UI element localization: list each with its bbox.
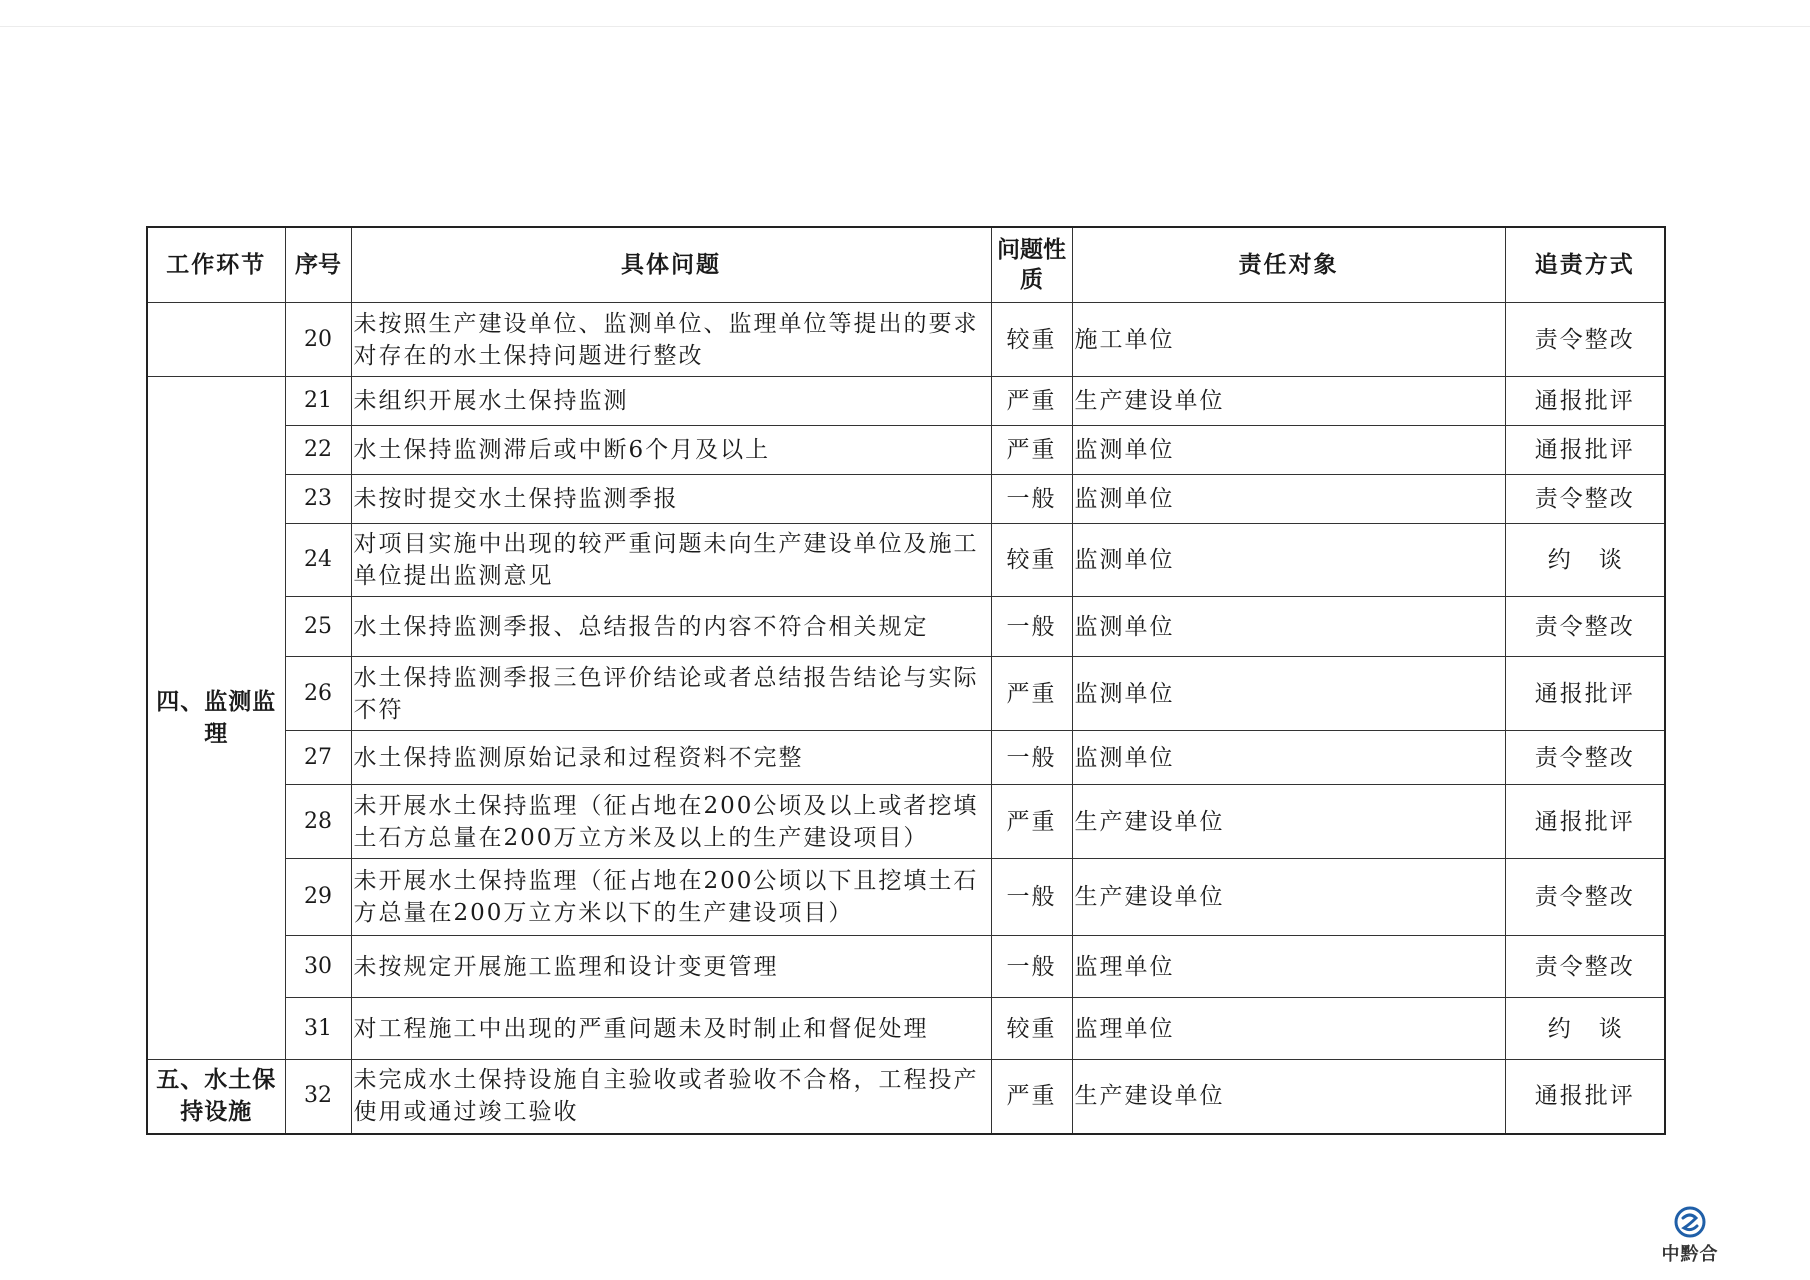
target-cell: 生产建设单位	[1072, 1060, 1505, 1134]
nature-cell: 严重	[991, 426, 1072, 475]
seq-cell: 30	[285, 936, 351, 998]
method-cell: 责令整改	[1505, 475, 1665, 524]
method-cell: 通报批评	[1505, 785, 1665, 859]
nature-cell: 较重	[991, 524, 1072, 597]
nature-cell: 较重	[991, 998, 1072, 1060]
table-row	[147, 998, 1665, 1060]
issue-cell: 水土保持监测季报三色评价结论或者总结报告结论与实际不符	[351, 657, 991, 731]
issue-cell: 未开展水土保持监理（征占地在200公顷及以上或者挖填土石方总量在200万立方米及以上的生产建设项目）	[351, 785, 991, 859]
target-cell: 监测单位	[1072, 524, 1505, 597]
table-row	[147, 1060, 1665, 1134]
seq-cell: 32	[285, 1060, 351, 1134]
nature-cell: 一般	[991, 597, 1072, 657]
header-seq: 序号	[285, 227, 351, 303]
stage-cell: 五、水土保持设施	[147, 1060, 285, 1134]
seq-cell: 22	[285, 426, 351, 475]
nature-cell: 较重	[991, 303, 1072, 377]
table-row	[147, 597, 1665, 657]
table-row	[147, 377, 1665, 426]
seq-cell: 25	[285, 597, 351, 657]
nature-cell: 严重	[991, 377, 1072, 426]
issue-cell: 水土保持监测季报、总结报告的内容不符合相关规定	[351, 597, 991, 657]
nature-cell: 一般	[991, 731, 1072, 785]
table-row	[147, 524, 1665, 597]
target-cell: 监理单位	[1072, 998, 1505, 1060]
issue-cell: 未按照生产建设单位、监测单位、监理单位等提出的要求对存在的水土保持问题进行整改	[351, 303, 991, 377]
table-row	[147, 785, 1665, 859]
method-cell: 约谈	[1505, 998, 1665, 1060]
table-row	[147, 657, 1665, 731]
method-cell: 责令整改	[1505, 303, 1665, 377]
seq-cell: 23	[285, 475, 351, 524]
nature-cell: 一般	[991, 859, 1072, 936]
method-cell: 责令整改	[1505, 936, 1665, 998]
issue-cell: 水土保持监测原始记录和过程资料不完整	[351, 731, 991, 785]
header-issue: 具体问题	[351, 227, 991, 303]
method-cell: 通报批评	[1505, 426, 1665, 475]
issue-cell: 未完成水土保持设施自主验收或者验收不合格，工程投产使用或通过竣工验收	[351, 1060, 991, 1134]
table-row	[147, 859, 1665, 936]
header-nature: 问题性质	[991, 227, 1072, 303]
method-cell: 责令整改	[1505, 597, 1665, 657]
issue-cell: 对工程施工中出现的严重问题未及时制止和督促处理	[351, 998, 991, 1060]
nature-cell: 严重	[991, 785, 1072, 859]
target-cell: 监测单位	[1072, 475, 1505, 524]
seq-cell: 20	[285, 303, 351, 377]
header-method: 追责方式	[1505, 227, 1665, 303]
seq-cell: 26	[285, 657, 351, 731]
header-stage: 工作环节	[147, 227, 285, 303]
target-cell: 生产建设单位	[1072, 859, 1505, 936]
method-cell: 责令整改	[1505, 731, 1665, 785]
brand-logo-text: 中黔合	[1661, 1244, 1719, 1265]
issue-cell: 未开展水土保持监理（征占地在200公顷以下且挖填土石方总量在200万立方米以下的生产建设项目）	[351, 859, 991, 936]
stage-cell	[147, 303, 285, 377]
target-cell: 施工单位	[1072, 303, 1505, 377]
nature-cell: 严重	[991, 1060, 1072, 1134]
target-cell: 监测单位	[1072, 426, 1505, 475]
issue-cell: 未组织开展水土保持监测	[351, 377, 991, 426]
brand-logo-icon	[1674, 1206, 1706, 1238]
seq-cell: 28	[285, 785, 351, 859]
method-cell: 约谈	[1505, 524, 1665, 597]
target-cell: 生产建设单位	[1072, 377, 1505, 426]
nature-cell: 严重	[991, 657, 1072, 731]
accountability-table	[146, 226, 1666, 1135]
table-row	[147, 475, 1665, 524]
table-row	[147, 731, 1665, 785]
seq-cell: 21	[285, 377, 351, 426]
brand-logo	[1650, 1206, 1730, 1266]
issue-cell: 未按时提交水土保持监测季报	[351, 475, 991, 524]
seq-cell: 27	[285, 731, 351, 785]
header-target: 责任对象	[1072, 227, 1505, 303]
method-cell: 通报批评	[1505, 377, 1665, 426]
seq-cell: 24	[285, 524, 351, 597]
issue-cell: 水土保持监测滞后或中断6个月及以上	[351, 426, 991, 475]
page-top-line	[0, 26, 1810, 27]
seq-cell: 31	[285, 998, 351, 1060]
target-cell: 监测单位	[1072, 657, 1505, 731]
issue-cell: 对项目实施中出现的较严重问题未向生产建设单位及施工单位提出监测意见	[351, 524, 991, 597]
target-cell: 生产建设单位	[1072, 785, 1505, 859]
stage-cell: 四、监测监理	[147, 377, 285, 1060]
target-cell: 监测单位	[1072, 731, 1505, 785]
nature-cell: 一般	[991, 936, 1072, 998]
table-row	[147, 426, 1665, 475]
table-row	[147, 303, 1665, 377]
method-cell: 通报批评	[1505, 657, 1665, 731]
issue-cell: 未按规定开展施工监理和设计变更管理	[351, 936, 991, 998]
target-cell: 监测单位	[1072, 597, 1505, 657]
table-header-row	[147, 227, 1665, 303]
seq-cell: 29	[285, 859, 351, 936]
method-cell: 责令整改	[1505, 859, 1665, 936]
table-row	[147, 936, 1665, 998]
nature-cell: 一般	[991, 475, 1072, 524]
target-cell: 监理单位	[1072, 936, 1505, 998]
method-cell: 通报批评	[1505, 1060, 1665, 1134]
